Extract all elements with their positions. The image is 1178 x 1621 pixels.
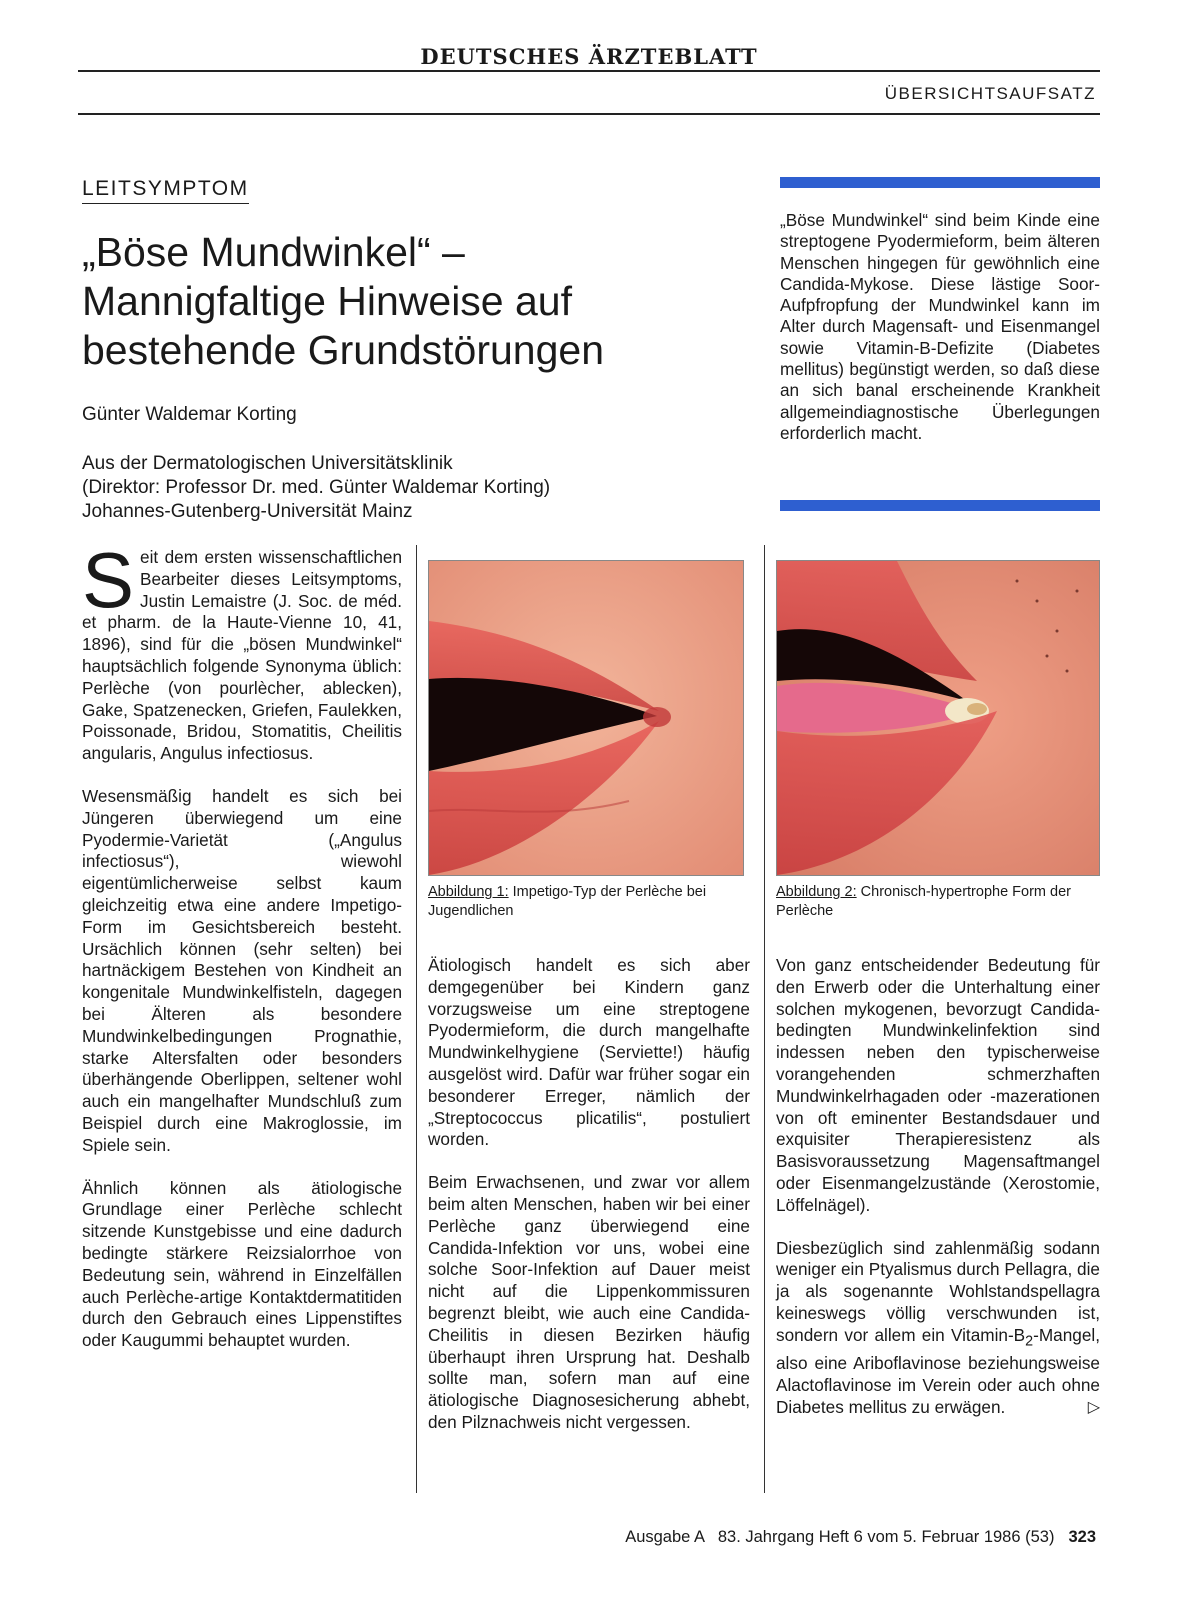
figure-2-caption-text: Chronisch-hypertrophe Form der Perlèche — [776, 884, 1071, 919]
section-label: ÜBERSICHTSAUFSATZ — [884, 84, 1096, 103]
title-line-3: bestehende Grundstörungen — [82, 327, 605, 373]
column-1 — [82, 536, 402, 1373]
paragraph: Wesensmäßig handelt es sich bei Jüngeren überwiegend um eine Pyodermie-Varietät („Angulus infectiosus“), wiewohl eigentümlicherweise selbst kaum gleichzeitig etwa eine andere Impetigo-Form im Gesichtsbereich besteht. Ursächlich können (sehr selten) bei hartnäckigem Bestehen von Kindheit an kongenitale Mundwinkelfisteln, dagegen bei Älteren als besondere Mundwinkelbedingungen Prognathie, starke Altersfalten oder besonders überhängende Oberlippen, seltener wohl auch ein mangelhafter Mundschluß zum Beispiel durch eine Makroglossie, im Spiele sein. — [82, 785, 402, 1155]
page-number: 323 — [1068, 1528, 1096, 1546]
figure-2-label: Abbildung 2: — [776, 884, 857, 900]
footer — [625, 1528, 1096, 1547]
affiliation-line-3: Johannes-Gutenberg-Universität Mainz — [82, 501, 413, 522]
figure-1-photo — [428, 560, 744, 876]
subscript: 2 — [1025, 1333, 1034, 1350]
drop-cap: S — [82, 536, 135, 624]
affiliation-line-1: Aus der Dermatologischen Universitätsklinik — [82, 453, 453, 474]
paragraph — [776, 1238, 1100, 1419]
paragraph-text: -Mangel, also eine Ariboflavinose beziehungsweise Alactoflavinose im Verein oder auch ohne Diabetes mellitus zu erwägen. — [776, 1324, 1100, 1417]
affiliation-line-2: (Direktor: Professor Dr. med. Günter Waldemar Korting) — [82, 477, 551, 498]
figure-2-caption — [776, 883, 1100, 921]
header-rule-top — [78, 70, 1100, 72]
kicker: LEITSYMPTOM — [82, 177, 249, 204]
column-2 — [428, 955, 750, 1455]
paragraph: Von ganz entscheidender Bedeutung für den Erwerb oder die Unterhaltung einer solchen mykogenen, bevorzugt Candida-bedingten Mundwinkelinfektion sind indessen neben den typischerweise vorangehenden schmerzhaften Mundwinkelrhagaden oder -mazerationen von oft eminenter Bestandsdauer und exquisiter Therapieresistenz als Basisvoraussetzung Magensaftmangel oder Eisenmangelzustände (Xerostomie, Löffelnägel). — [776, 955, 1100, 1215]
journal-title: DEUTSCHES ÄRZTEBLATT — [420, 44, 758, 69]
header-rule-bottom — [78, 113, 1100, 115]
figure-1-caption-text: Impetigo-Typ der Perlèche bei Jugendlichen — [428, 884, 707, 919]
paragraph: Ätiologisch handelt es sich aber demgegenüber bei Kindern ganz vorzugsweise um eine streptogene Pyodermieform, die durch mangelhafte Mundwinkelhygiene (Serviette!) häufig ausgelöst wird. Dafür war früher sogar ein besonderer Erreger, nämlich der „Streptococcus plicatilis“, postuliert worden. — [428, 955, 750, 1150]
figure-1-label: Abbildung 1: — [428, 884, 509, 900]
column-3 — [776, 955, 1100, 1439]
article-title — [82, 228, 702, 375]
abstract: „Böse Mundwinkel“ sind beim Kinde eine streptogene Pyodermieform, beim älteren Menschen hingegen für gewöhnlich eine Candida-Mykose. Diese lästige Soor-Aufpfropfung der Mundwinkel kann im Alter durch Magensaft- und Eisenmangel sowie Vitamin-B-Defizite (Diabetes mellitus) begünstigt werden, so daß diese an sich banal erscheinende Krankheit allgemeindiagnostische Überlegungen erforderlich macht. — [780, 210, 1100, 443]
column-divider-1 — [416, 545, 417, 1493]
abstract-bar-top — [780, 177, 1100, 188]
author: Günter Waldemar Korting — [82, 404, 297, 425]
continue-arrow-icon: ▷ — [1087, 1398, 1100, 1416]
issue-info: Ausgabe A 83. Jahrgang Heft 6 vom 5. Februar 1986 (53) — [625, 1528, 1055, 1546]
paragraph-text: Diesbezüglich sind zahlenmäßig sodann weniger ein Ptyalismus durch Pellagra, die ja als sogenannte Wohlstandspellagra keineswegs völlig verschwunden ist, sondern vor allem ein Vitamin-B — [776, 1237, 1100, 1345]
title-line-2: Mannigfaltige Hinweise auf — [82, 278, 572, 324]
paragraph-intro — [82, 536, 402, 765]
paragraph: Ähnlich können als ätiologische Grundlage einer Perlèche schlecht sitzende Kunstgebisse und eine dadurch bedingte stärkere Reizsialorrhoe von Bedeutung sein, während in Einzelfällen auch Perlèche-artige Kontaktdermatitiden durch den Gebrauch eines Lippenstiftes oder Kaugummi behauptet wurden. — [82, 1177, 402, 1351]
affiliation — [82, 452, 550, 524]
figure-1-caption — [428, 883, 748, 921]
lip-corner-image — [429, 561, 743, 875]
paragraph: Beim Erwachsenen, und zwar vor allem beim alten Menschen, haben wir bei einer Perlèche ganz überwiegend eine Candida-Infektion vor uns, wobei eine solche Soor-Infektion auf Dauer meist nicht auf die Lippenkommissuren begrenzt bleibt, wie auch eine Candida-Cheilitis in diesen Bezirken häufig überhaupt ihren Ursprung hat. Deshalb sollte man, sofern man auf eine ätiologische Diagnosesicherung abhebt, den Pilznachweis nicht vergessen. — [428, 1172, 750, 1432]
figure-2-photo — [776, 560, 1100, 876]
lip-corner-image — [777, 561, 1099, 875]
abstract-bar-bottom — [780, 500, 1100, 511]
title-line-1: „Böse Mundwinkel“ – — [82, 229, 465, 275]
column-divider-2 — [764, 545, 765, 1493]
paragraph-intro-text: eit dem ersten wissenschaftlichen Bearbeiter dieses Leitsymptoms, Justin Lemaistre (J. Soc. de méd. et pharm. de la Haute-Vienne 10, 41, 1896), sind für die „bösen Mundwinkel“ hauptsächlich folgende Synonyma üblich: Perlèche (von pourlècher, ablecken), Gake, Spatzenecken, Griefen, Faulekken, Poissonade, Bridou, Stomatitis, Cheilitis angularis, Angulus infectiosus. — [82, 547, 402, 764]
